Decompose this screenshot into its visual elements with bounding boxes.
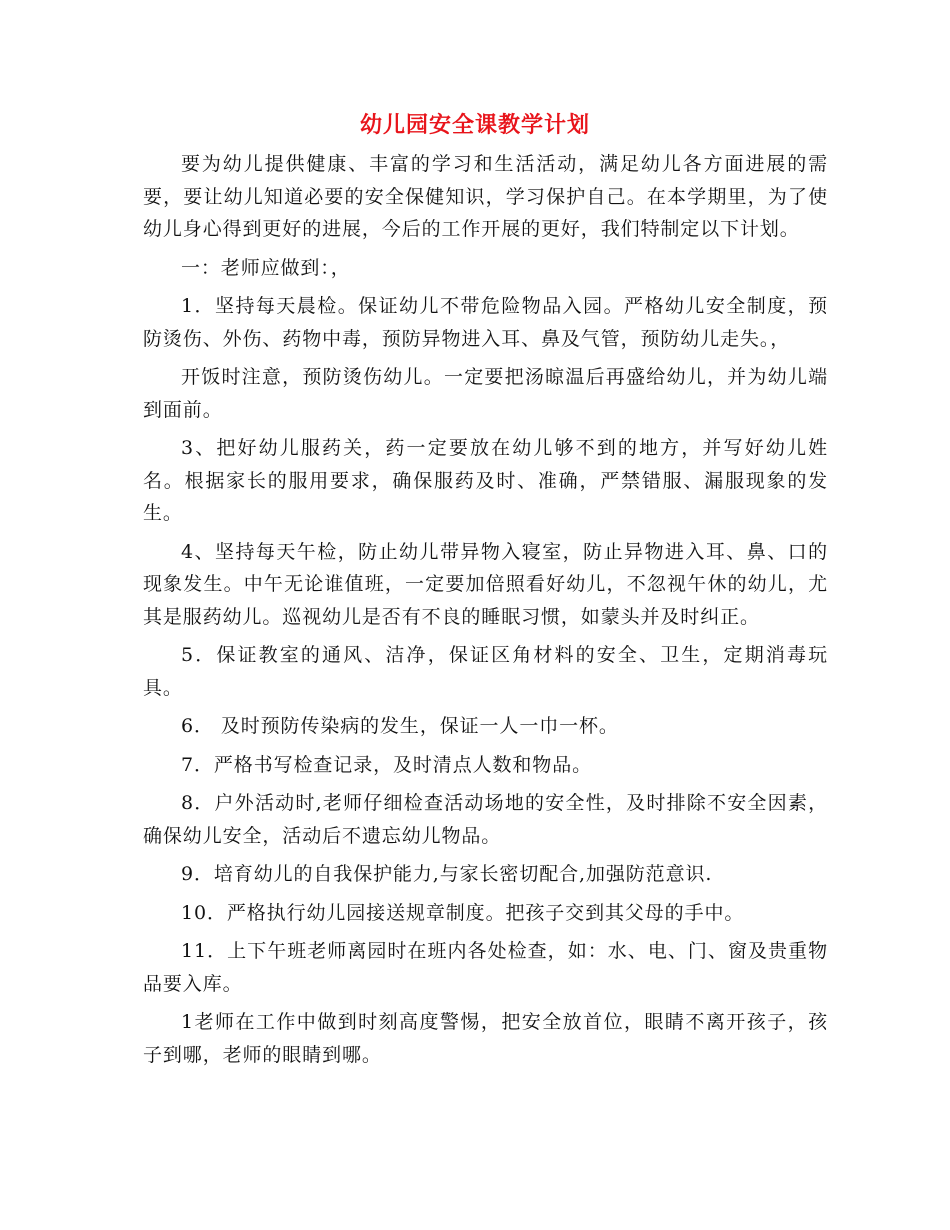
- paragraph-item-9: 9．培育幼儿的自我保护能力,与家长密切配合,加强防范意识.: [181, 863, 713, 885]
- paragraph-item-10: 10．严格执行幼儿园接送规章制度。把孩子交到其父母的手中。: [181, 901, 745, 924]
- paragraph-item-12: 1老师在工作中做到时刻高度警惕，把安全放首位，眼睛不离开孩子，孩子到哪，老师的眼睛到哪。: [143, 1011, 828, 1066]
- paragraph-item-8: 8．户外活动时,老师仔细检查活动场地的安全性，及时排除不安全因素，确保幼儿安全，活动后不遗忘幼儿物品。: [143, 792, 828, 847]
- paragraph-section-heading: 一：老师应做到：，: [181, 256, 351, 279]
- paragraph-item-11: 11．上下午班老师离园时在班内各处检查，如：水、电、门、窗及贵重物品要入库。: [143, 940, 828, 995]
- document-body: [143, 148, 828, 1077]
- paragraph-item-6: 6． 及时预防传染病的发生，保证一人一巾一杯。: [181, 715, 619, 737]
- document-title: 幼儿园安全课教学计划: [359, 112, 590, 138]
- paragraph-item-1: 1．坚持每天晨检。保证幼儿不带危险物品入园。严格幼儿安全制度，预防烫伤、外伤、药物中毒，预防异物进入耳、鼻及气管，预防幼儿走失。，: [143, 295, 828, 350]
- paragraph-item-3: 3、把好幼儿服药关，药一定要放在幼儿够不到的地方，并写好幼儿姓名。根据家长的服用要求，确保服药及时、准确，严禁错服、漏服现象的发生。: [143, 437, 828, 524]
- paragraph-item-7: 7．严格书写检查记录，及时清点人数和物品。: [181, 753, 592, 776]
- paragraph-item-5: 5．保证教室的通风、洁净，保证区角材料的安全、卫生，定期消毒玩具。: [143, 644, 828, 699]
- paragraph-intro: 要为幼儿提供健康、丰富的学习和生活活动，满足幼儿各方面进展的需要，要让幼儿知道必要的安全保健知识，学习保护自己。在本学期里，为了使幼儿身心得到更好的进展，今后的工作开展的更好，我们特制定以下计划。: [143, 153, 828, 240]
- paragraph-item-4: 4、坚持每天午检，防止幼儿带异物入寝室，防止异物进入耳、鼻、口的现象发生。中午无论谁值班，一定要加倍照看好幼儿，不忽视午休的幼儿，尤其是服药幼儿。巡视幼儿是否有不良的睡眠习惯，如蒙头并及时纠正。: [143, 540, 828, 628]
- paragraph-item-2: 开饭时注意，预防烫伤幼儿。一定要把汤晾温后再盛给幼儿，并为幼儿端到面前。: [143, 366, 828, 421]
